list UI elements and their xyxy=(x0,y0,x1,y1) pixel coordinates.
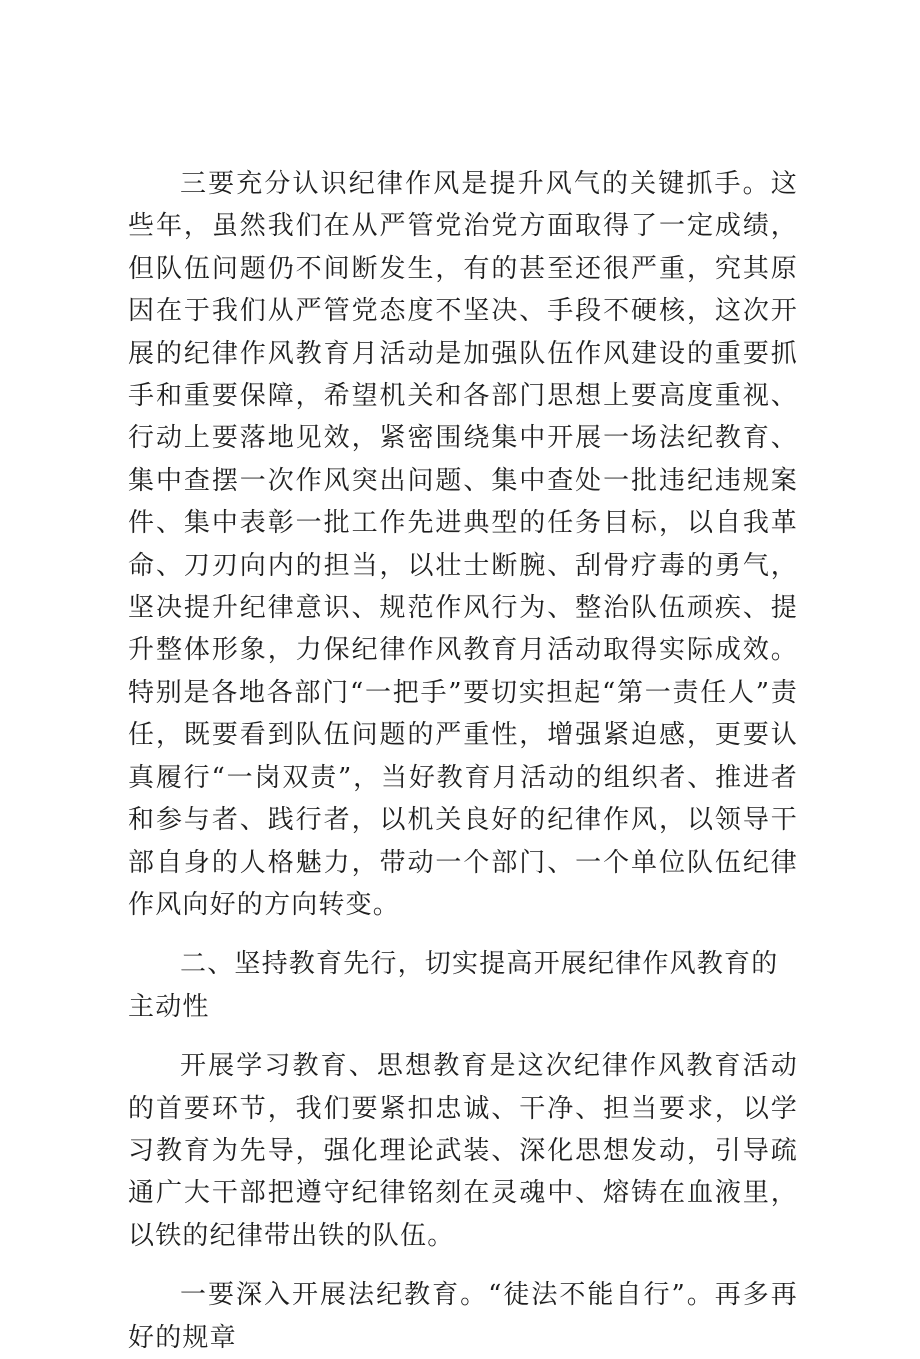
document-body xyxy=(128,163,798,1359)
paragraph-law-education: 一要深入开展法纪教育。“徒法不能自行”。再多再好的规章 xyxy=(128,1280,798,1353)
paragraph-spacer xyxy=(128,1028,798,1045)
paragraph-study-education: 开展学习教育、思想教育是这次纪律作风教育活动的首要环节，我们要紧扣忠诚、干净、担当要求，以学习教育为先导，强化理论武装、深化思想发动，引导疏通广大干部把遵守纪律铭刻在灵魂中、熔铸在血液里，以铁的纪律带出铁的队伍。 xyxy=(128,1051,798,1251)
paragraph-discipline-style: 三要充分认识纪律作风是提升风气的关键抓手。这些年，虽然我们在从严管党治党方面取得了一定成绩，但队伍问题仍不间断发生，有的甚至还很严重，究其原因在于我们从严管党态度不坚决、手段不硬核，这次开展的纪律作风教育月活动是加强队伍作风建设的重要抓手和重要保障，希望机关和各部门思想上要高度重视、行动上要落地见效，紧密围绕集中开展一场法纪教育、集中查摆一次作风突出问题、集中查处一批违纪违规案件、集中表彰一批工作先进典型的任务目标，以自我革命、刀刃向内的担当，以壮士断腕、刮骨疗毒的勇气，坚决提升纪律意识、规范作风行为、整治队伍顽疾、提升整体形象，力保纪律作风教育月活动取得实际成效。特别是各地各部门“一把手”要切实担起“第一责任人”责任，既要看到队伍问题的严重性，增强紧迫感，更要认真履行“一岗双责”，当好教育月活动的组织者、推进者和参与者、践行者，以机关良好的纪律作风，以领导干部自身的人格魅力，带动一个部门、一个单位队伍纪律作风向好的方向转变。 xyxy=(128,169,798,920)
paragraph-spacer xyxy=(128,926,798,943)
section-heading-education-first: 二、坚持教育先行，切实提高开展纪律作风教育的主动性 xyxy=(128,949,779,1022)
paragraph-spacer xyxy=(128,1257,798,1274)
